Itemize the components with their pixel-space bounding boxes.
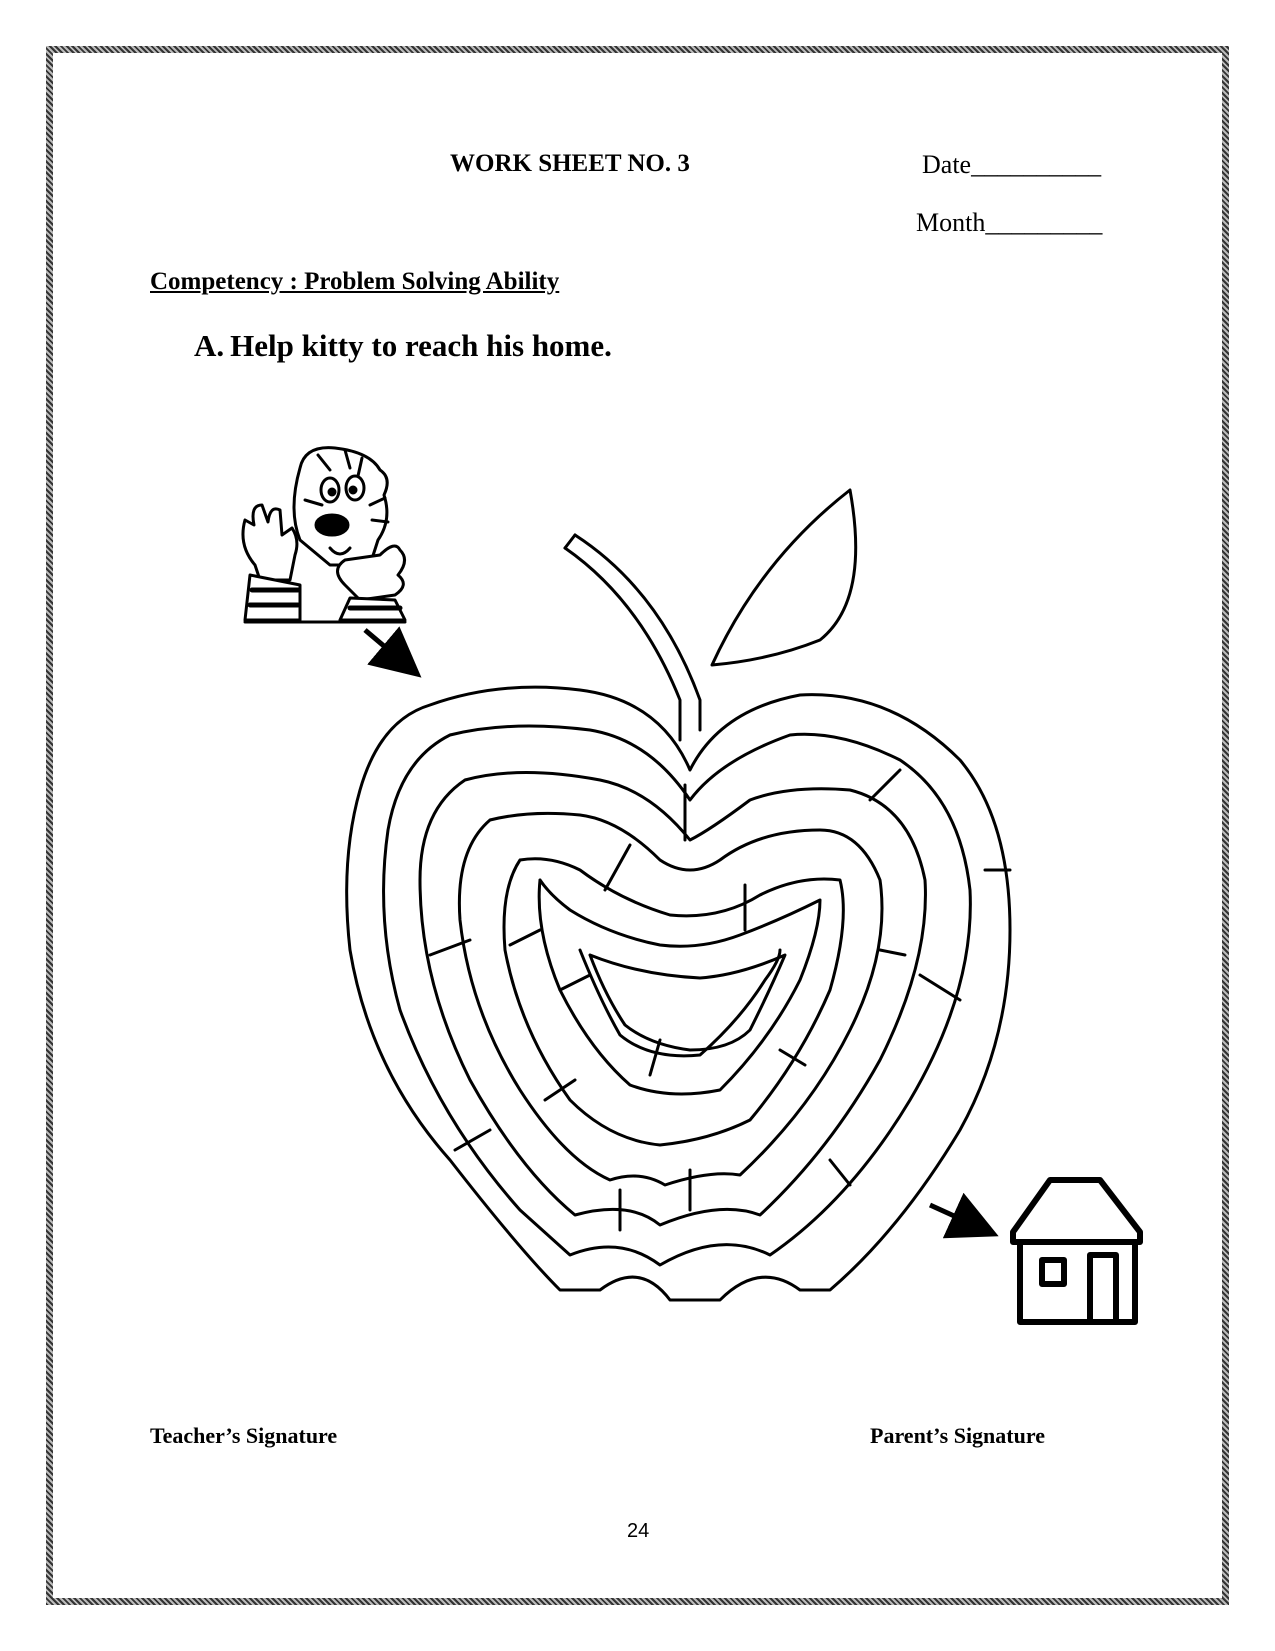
apple-maze-icon xyxy=(347,490,1010,1300)
house-icon xyxy=(1013,1180,1140,1322)
arrow-icon xyxy=(365,630,410,668)
teacher-signature-label: Teacher’s Signature xyxy=(150,1423,338,1448)
tiger-cartoon-icon xyxy=(243,448,405,622)
month-field: Month_________ xyxy=(916,208,1103,237)
page-number: 24 xyxy=(627,1520,650,1542)
question-letter: A. xyxy=(194,328,225,363)
parent-signature-label: Parent’s Signature xyxy=(870,1423,1045,1448)
worksheet-title: WORK SHEET NO. 3 xyxy=(450,150,690,177)
competency-heading: Competency : Problem Solving Ability xyxy=(150,268,560,295)
question-text: Help kitty to reach his home. xyxy=(230,328,612,363)
arrow-icon xyxy=(930,1205,985,1230)
date-field: Date__________ xyxy=(922,150,1102,179)
